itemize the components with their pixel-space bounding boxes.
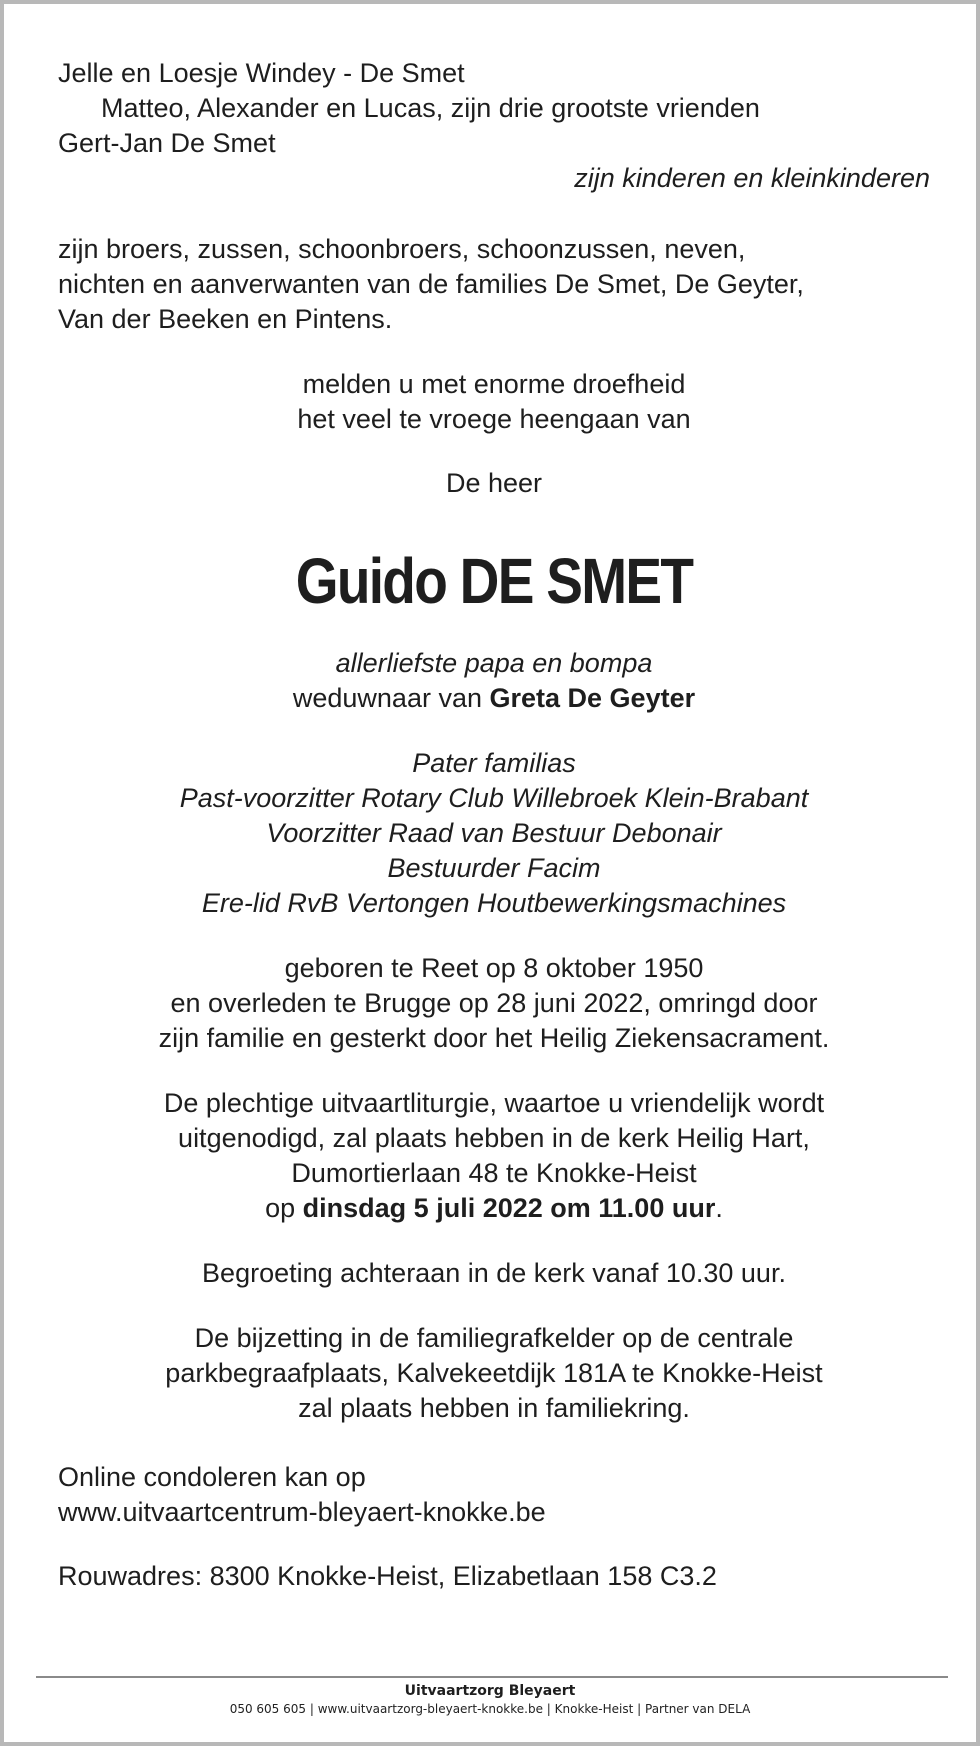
title-line: Voorzitter Raad van Bestuur Debonair <box>266 818 722 848</box>
mourning-address: Rouwadres: 8300 Knokke-Heist, Elizabetlaan 158 C3.2 <box>58 1561 717 1591</box>
greeting-line: Begroeting achteraan in de kerk vanaf 10.30 uur. <box>202 1258 786 1288</box>
title-line: Pater familias <box>412 748 576 778</box>
widower-prefix: weduwnaar van <box>292 683 490 713</box>
descriptor-line: allerliefste papa en bompa <box>335 648 653 678</box>
obituary-content <box>58 56 930 1594</box>
intro-block <box>58 56 930 196</box>
intro-relation: zijn kinderen en kleinkinderen <box>574 163 930 193</box>
intro-line: Gert-Jan De Smet <box>58 128 276 158</box>
title-line: Bestuurder Facim <box>387 853 601 883</box>
family-line: zijn broers, zussen, schoonbroers, schoonzussen, neven, <box>58 234 746 264</box>
funeral-line: Dumortierlaan 48 te Knokke-Heist <box>291 1158 697 1188</box>
funeral-date: dinsdag 5 juli 2022 om 11.00 uur <box>302 1193 716 1223</box>
burial-line: parkbegraafplaats, Kalvekeetdijk 181A te Knokke-Heist <box>165 1358 823 1388</box>
salutation: De heer <box>445 468 543 498</box>
title-line: Past-voorzitter Rotary Club Willebroek Klein-Brabant <box>179 783 809 813</box>
funeral-line: De plechtige uitvaartliturgie, waartoe u vriendelijk wordt <box>163 1088 825 1118</box>
titles-block <box>58 746 930 921</box>
funeral-date-prefix: op <box>265 1193 303 1223</box>
life-line: zijn familie en gesterkt door het Heilig Ziekensacrament. <box>158 1023 830 1053</box>
intro-line: Jelle en Loesje Windey - De Smet <box>58 58 465 88</box>
life-line: geboren te Reet op 8 oktober 1950 <box>284 953 704 983</box>
family-line: Van der Beeken en Pintens. <box>58 304 393 334</box>
announcement-line: melden u met enorme droefheid <box>302 369 686 399</box>
burial-line: zal plaats hebben in familiekring. <box>298 1393 690 1423</box>
online-url[interactable]: www.uitvaartcentrum-bleyaert-knokke.be <box>58 1497 546 1527</box>
funeral-line: uitgenodigd, zal plaats hebben in de kerk Heilig Hart, <box>178 1123 810 1153</box>
burial-line: De bijzetting in de familiegrafkelder op de centrale <box>194 1323 794 1353</box>
life-block <box>58 951 930 1056</box>
widower-name: Greta De Geyter <box>489 683 696 713</box>
announcement-block <box>58 367 930 437</box>
descriptor-block <box>58 646 930 716</box>
life-line: en overleden te Brugge op 28 juni 2022, omringd door <box>170 988 818 1018</box>
burial-block <box>58 1321 930 1426</box>
deceased-name: Guido DE SMET <box>295 545 693 617</box>
intro-line: Matteo, Alexander en Lucas, zijn drie grootste vrienden <box>101 93 760 123</box>
online-line: Online condoleren kan op <box>58 1462 366 1492</box>
announcement-line: het veel te vroege heengaan van <box>297 404 691 434</box>
footer-divider <box>36 1676 948 1678</box>
footer-title: Uitvaartzorg Bleyaert <box>404 1683 576 1699</box>
footer-info: 050 605 605 | www.uitvaartzorg-bleyaert-knokke.be | Knokke-Heist | Partner van DELA <box>229 1702 751 1716</box>
title-line: Ere-lid RvB Vertongen Houtbewerkingsmachines <box>201 888 787 918</box>
family-block <box>58 232 930 337</box>
online-block <box>58 1460 930 1530</box>
family-line: nichten en aanverwanten van de families De Smet, De Geyter, <box>58 269 804 299</box>
funeral-date-suffix: . <box>715 1193 723 1223</box>
footer <box>4 1682 976 1718</box>
funeral-date-line <box>58 1191 930 1226</box>
widower-line <box>58 681 930 716</box>
funeral-block <box>58 1086 930 1226</box>
